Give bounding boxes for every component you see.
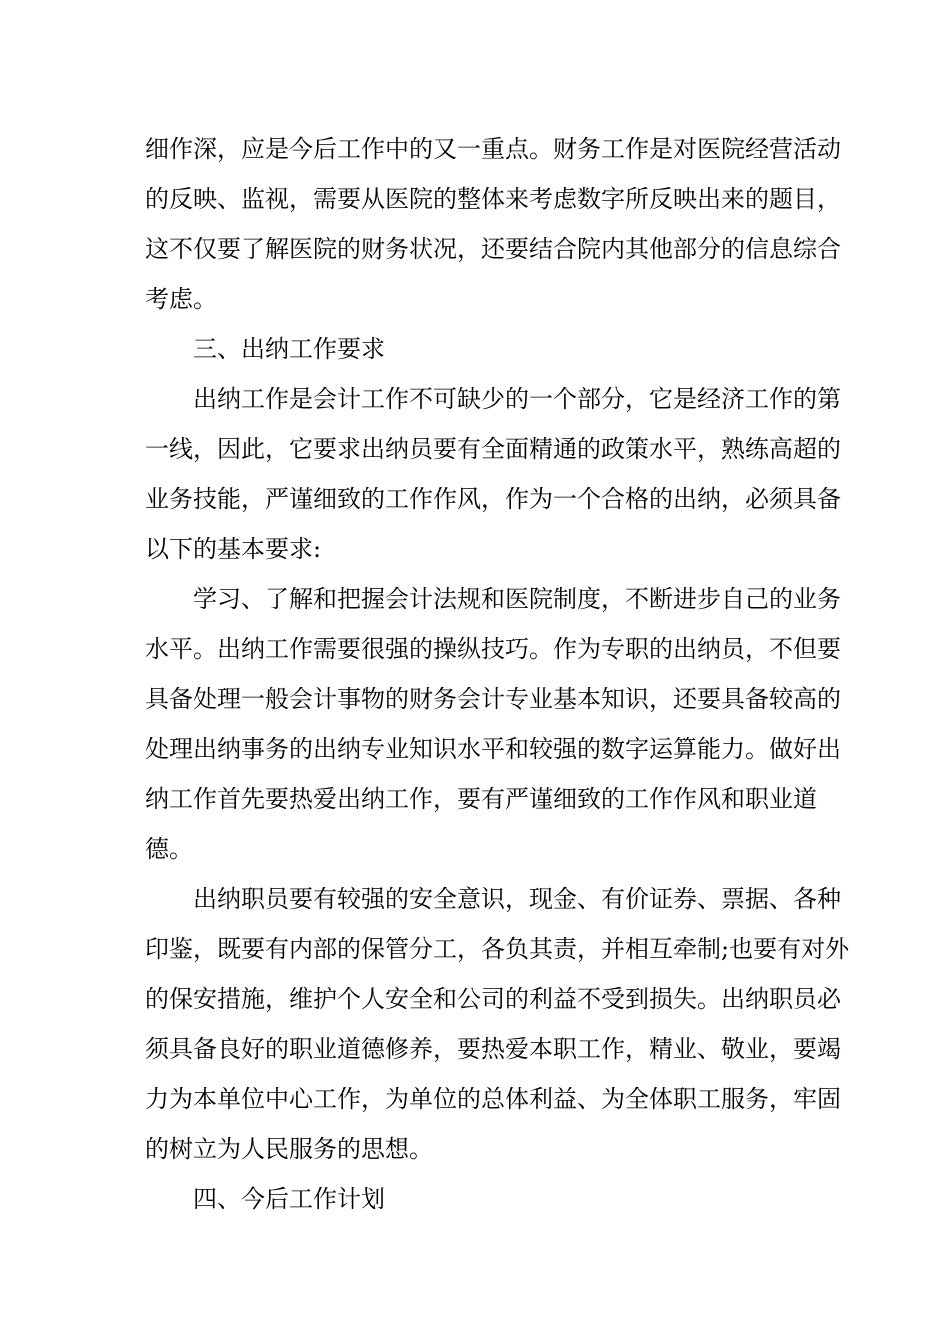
text-line: 出纳职员要有较强的安全意识，现金、有价证券、票据、各种 (193, 885, 841, 913)
heading-text: 三、出纳工作要求 (193, 335, 385, 363)
text-line: 处理出纳事务的出纳专业知识水平和较强的数字运算能力。做好出 (145, 735, 841, 763)
document-body (145, 124, 850, 1224)
text-line: 具备处理一般会计事物的财务会计专业基本知识，还要具备较高的 (145, 685, 841, 713)
text-line: 须具备良好的职业道德修养，要热爱本职工作，精业、敬业，要竭 (145, 1035, 841, 1063)
text-line: 细作深，应是今后工作中的又一重点。财务工作是对医院经营活动 (145, 135, 841, 163)
text-line: 学习、了解和把握会计法规和医院制度，不断进步自己的业务 (193, 585, 841, 613)
text-line: 这不仅要了解医院的财务状况，还要结合院内其他部分的信息综合 (145, 235, 841, 263)
text-line: 的树立为人民服务的思想。 (145, 1135, 433, 1163)
paragraph (145, 374, 841, 574)
text-line: 以下的基本要求: (145, 535, 322, 563)
heading-text: 四、今后工作计划 (193, 1185, 385, 1213)
section-heading (145, 1174, 807, 1224)
paragraph (145, 124, 841, 324)
paragraph (145, 574, 841, 874)
text-line: 一线，因此，它要求出纳员要有全面精通的政策水平，熟练高超的 (145, 435, 841, 463)
text-line: 纳工作首先要热爱出纳工作，要有严谨细致的工作作风和职业道 (145, 785, 817, 813)
text-line: 印鉴，既要有内部的保管分工，各负其责，并相互牵制;也要有对外 (145, 935, 850, 963)
text-line: 业务技能，严谨细致的工作作风，作为一个合格的出纳，必须具备 (145, 485, 841, 513)
section-heading (145, 324, 807, 374)
text-line: 力为本单位中心工作，为单位的总体利益、为全体职工服务，牢固 (145, 1085, 841, 1113)
text-line: 水平。出纳工作需要很强的操纵技巧。作为专职的出纳员，不但要 (145, 635, 841, 663)
paragraph (145, 874, 850, 1174)
text-line: 的反映、监视，需要从医院的整体来考虑数字所反映出来的题目， (145, 185, 841, 213)
text-line: 德。 (145, 835, 193, 863)
text-line: 考虑。 (145, 285, 217, 313)
text-line: 的保安措施，维护个人安全和公司的利益不受到损失。出纳职员必 (145, 985, 841, 1013)
text-line: 出纳工作是会计工作不可缺少的一个部分，它是经济工作的第 (193, 385, 841, 413)
